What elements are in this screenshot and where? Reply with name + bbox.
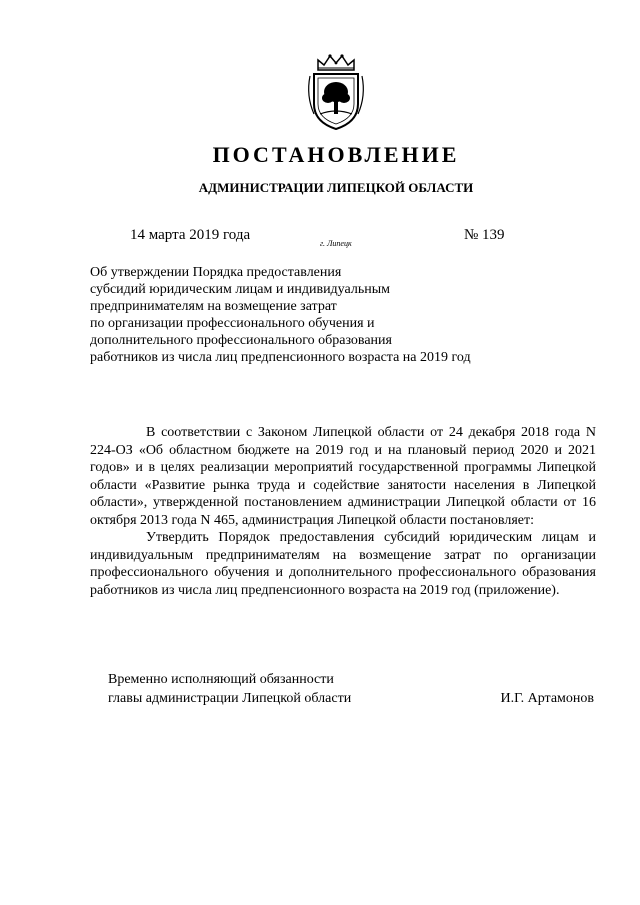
document-body [90,424,596,599]
document-title: ПОСТАНОВЛЕНИЕ [212,142,460,167]
document-number: № 139 [464,227,505,243]
subject-line: дополнительного профессионального образования [90,333,392,348]
subject-line: работников из числа лиц предпенсионного возраста на 2019 год [90,350,471,365]
subject-line: по организации профессионального обучения и [90,316,375,331]
signatory-name: И.Г. Артамонов [500,691,594,706]
body-paragraph-resolution: Утвердить Порядок предоставления субсидий юридическим лицам и индивидуальным предпринимателям на возмещение затрат по организации профессионального обучения и дополнительного профессионального образования работников из числа лиц предпенсионного возраста на 2019 год (приложение). [90,530,596,598]
body-paragraph-preamble: В соответствии с Законом Липецкой области от 24 декабря 2018 года N 224-ОЗ «Об областном бюджете на 2019 год и на плановый период 2020 и 2021 годов» и в целях реализации мероприятий государственной программы Липецкой области «Развитие рынка труда и содействие занятости населения в Липецкой области», утвержденной постановлением администрации Липецкой области от 16 октября 2013 года N 465, администрация Липецкой области постановляет: [90,425,596,528]
subject-line: предпринимателям на возмещение затрат [90,299,337,314]
document-subtitle: АДМИНИСТРАЦИИ ЛИПЕЦКОЙ ОБЛАСТИ [198,180,474,195]
signatory-position-line2: главы администрации Липецкой области [108,691,352,706]
coat-of-arms-icon [304,52,368,132]
subject-line: Об утверждении Порядка предоставления [90,265,342,280]
signatory-position-line1: Временно исполняющий обязанности [108,672,334,687]
document-date: 14 марта 2019 года [130,227,251,243]
subject-line: субсидий юридическим лицам и индивидуальным [90,282,390,297]
signature-block [108,670,594,708]
document-subject [90,264,560,366]
document-city: г. Липецк [320,239,352,248]
